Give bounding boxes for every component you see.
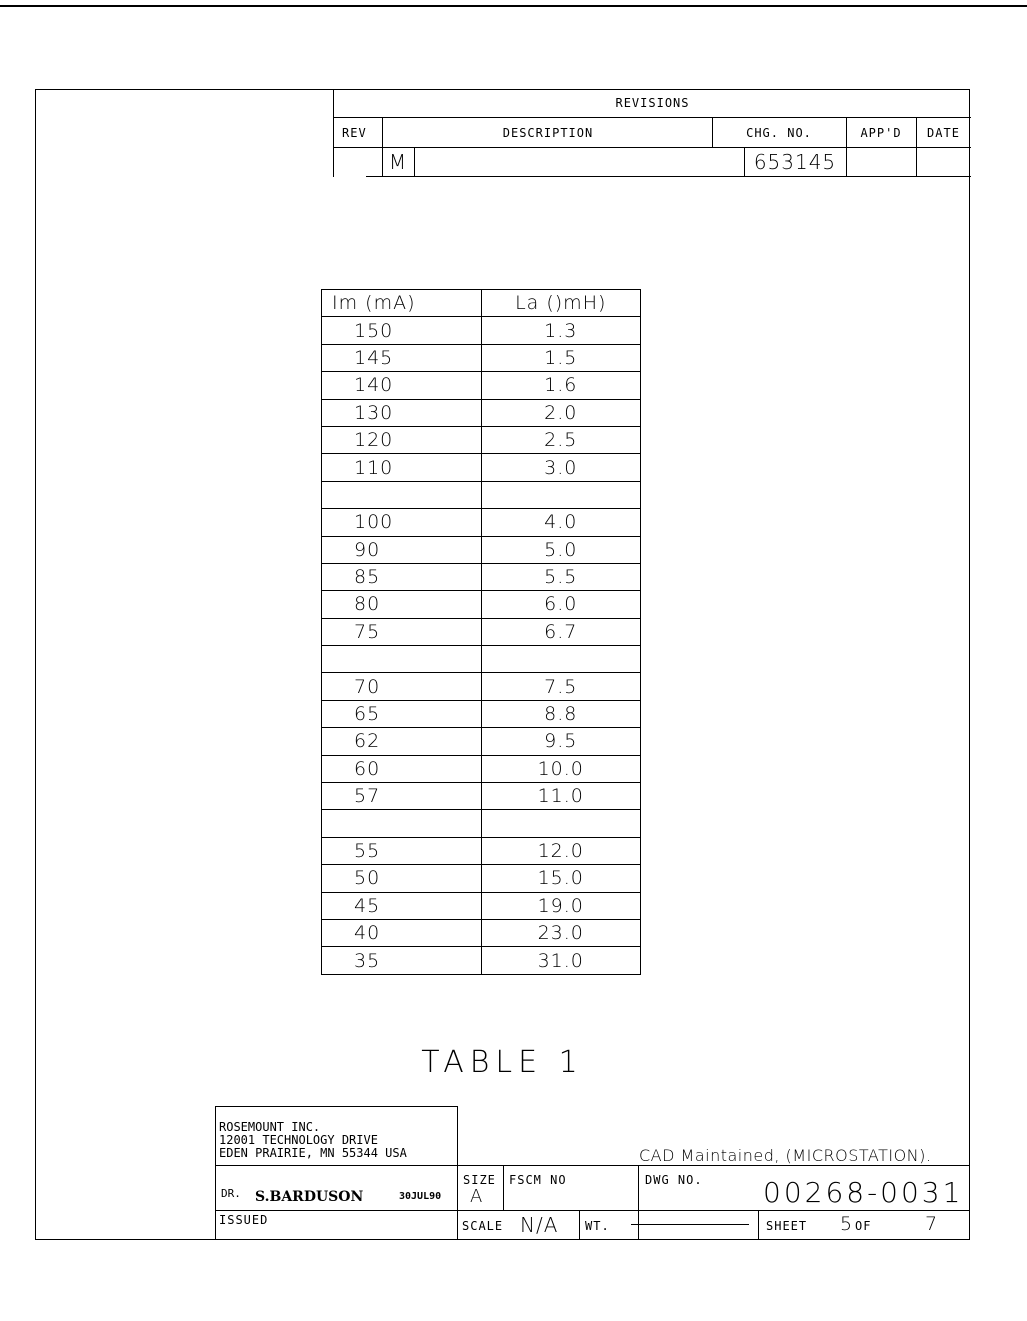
- table-row: [322, 426, 641, 453]
- description-header: DESCRIPTION: [502, 126, 594, 140]
- table-row: [322, 646, 641, 673]
- la-value: [481, 810, 640, 837]
- cad-note: CAD Maintained, (MICROSTATION).: [639, 1146, 932, 1165]
- weight-label: WT.: [585, 1219, 610, 1233]
- divider: [916, 117, 917, 177]
- im-value: 150: [322, 317, 482, 344]
- im-value: 57: [322, 783, 482, 810]
- divider: [215, 1165, 970, 1166]
- sheet-total: 7: [925, 1213, 939, 1235]
- dwg-label: DWG NO.: [645, 1173, 703, 1187]
- divider: [579, 1210, 580, 1240]
- im-value: 140: [322, 372, 482, 399]
- im-value: 145: [322, 344, 482, 371]
- drawing-number: 00268-0031: [763, 1176, 964, 1209]
- la-value: 4.0: [481, 509, 640, 536]
- im-value: 65: [322, 700, 482, 727]
- table-row: [322, 673, 641, 700]
- im-value: 45: [322, 892, 482, 919]
- im-value: 40: [322, 919, 482, 946]
- im-value: 120: [322, 426, 482, 453]
- im-value: [322, 810, 482, 837]
- table-row: [322, 892, 641, 919]
- im-value: 100: [322, 509, 482, 536]
- la-value: 19.0: [481, 892, 640, 919]
- la-value: 8.8: [481, 700, 640, 727]
- la-value: 5.0: [481, 536, 640, 563]
- appd-header: APP'D: [860, 126, 902, 140]
- company-name: ROSEMOUNT INC.: [219, 1120, 321, 1134]
- divider: [215, 1106, 216, 1240]
- la-value: 5.5: [481, 563, 640, 590]
- im-value: 60: [322, 755, 482, 782]
- la-value: 7.5: [481, 673, 640, 700]
- im-value: 50: [322, 865, 482, 892]
- of-label: OF: [855, 1219, 872, 1233]
- scale-value: N/A: [520, 1213, 559, 1237]
- revisions-block: [333, 89, 970, 177]
- la-value: 12.0: [481, 837, 640, 864]
- size-label: SIZE: [463, 1173, 496, 1187]
- table-row: [322, 865, 641, 892]
- sheet-number: 5: [840, 1213, 854, 1235]
- table-row: [322, 810, 641, 837]
- la-header: La ()mH): [481, 290, 640, 317]
- table-row: [322, 755, 641, 782]
- table-row: [322, 344, 641, 371]
- chg-no-value: 653145: [753, 150, 837, 174]
- table-row: [322, 509, 641, 536]
- im-value: 130: [322, 399, 482, 426]
- table-row: [322, 454, 641, 481]
- la-value: 9.5: [481, 728, 640, 755]
- la-value: 2.5: [481, 426, 640, 453]
- la-value: 1.3: [481, 317, 640, 344]
- divider: [215, 1210, 970, 1211]
- table-row: [322, 700, 641, 727]
- la-value: 6.0: [481, 591, 640, 618]
- drafter-name: S.BARDUSON: [255, 1189, 364, 1205]
- top-rule: [0, 5, 1027, 7]
- table-row: [322, 591, 641, 618]
- la-value: 1.6: [481, 372, 640, 399]
- divider: [366, 176, 971, 177]
- divider: [334, 117, 971, 118]
- company-city: EDEN PRAIRIE, MN 55344 USA: [219, 1146, 407, 1160]
- table-row: [322, 618, 641, 645]
- la-value: 6.7: [481, 618, 640, 645]
- table-body: [322, 317, 641, 974]
- table-row: [322, 563, 641, 590]
- divider: [638, 1165, 639, 1240]
- table-row: [322, 919, 641, 946]
- im-value: 85: [322, 563, 482, 590]
- la-value: 10.0: [481, 755, 640, 782]
- chg-no-header: CHG. NO.: [746, 126, 812, 140]
- table-caption: TABLE 1: [421, 1045, 584, 1080]
- table-row: [322, 372, 641, 399]
- la-value: 2.0: [481, 399, 640, 426]
- im-header: Im (mA): [322, 290, 482, 317]
- sheet-label: SHEET: [766, 1219, 808, 1233]
- la-value: 31.0: [481, 947, 640, 974]
- rev-header: REV: [342, 126, 367, 140]
- scale-label: SCALE: [462, 1219, 504, 1233]
- im-value: 75: [322, 618, 482, 645]
- company-street: 12001 TECHNOLOGY DRIVE: [219, 1133, 378, 1147]
- im-value: 70: [322, 673, 482, 700]
- divider: [457, 1106, 458, 1240]
- divider: [334, 147, 971, 148]
- im-value: 90: [322, 536, 482, 563]
- divider: [503, 1165, 504, 1210]
- table-row: [322, 783, 641, 810]
- date-header: DATE: [927, 126, 960, 140]
- la-value: 15.0: [481, 865, 640, 892]
- la-value: 3.0: [481, 454, 640, 481]
- table-row: [322, 317, 641, 344]
- inductance-table: [321, 289, 641, 975]
- la-value: [481, 481, 640, 508]
- im-value: 35: [322, 947, 482, 974]
- im-value: 55: [322, 837, 482, 864]
- im-value: 62: [322, 728, 482, 755]
- weight-blank-line: [631, 1224, 749, 1225]
- title-block: [215, 1106, 970, 1240]
- divider: [215, 1106, 458, 1107]
- table-row: [322, 837, 641, 864]
- table-header-row: [322, 290, 641, 317]
- table-row: [322, 728, 641, 755]
- divider: [414, 147, 415, 177]
- revisions-title: REVISIONS: [615, 96, 690, 110]
- divider: [846, 117, 847, 177]
- table-row: [322, 536, 641, 563]
- table-row: [322, 481, 641, 508]
- divider: [758, 1210, 759, 1240]
- fscm-label: FSCM NO: [509, 1173, 567, 1187]
- drawn-date: 30JUL90: [399, 1191, 442, 1202]
- im-value: [322, 646, 482, 673]
- dr-label: DR.: [221, 1187, 241, 1200]
- table-row: [322, 399, 641, 426]
- la-value: [481, 646, 640, 673]
- la-value: 11.0: [481, 783, 640, 810]
- rev-value: M: [388, 150, 408, 174]
- im-value: [322, 481, 482, 508]
- im-value: 80: [322, 591, 482, 618]
- issued-label: ISSUED: [219, 1213, 269, 1227]
- table-row: [322, 947, 641, 974]
- la-value: 1.5: [481, 344, 640, 371]
- size-value: A: [470, 1186, 484, 1207]
- divider: [712, 117, 713, 147]
- la-value: 23.0: [481, 919, 640, 946]
- im-value: 110: [322, 454, 482, 481]
